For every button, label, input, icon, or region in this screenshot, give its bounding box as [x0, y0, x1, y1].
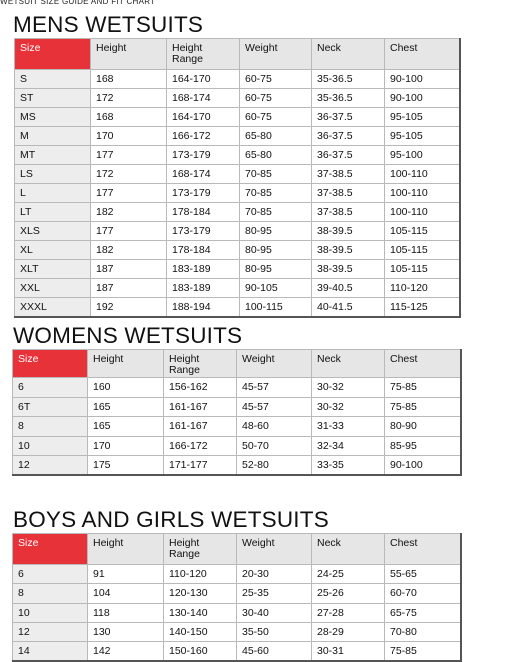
cell-size: 10 [13, 603, 88, 622]
table-row [13, 397, 461, 417]
cell-height: 192 [91, 298, 167, 317]
table-row [15, 146, 460, 165]
cell-neck: 37-38.5 [312, 184, 385, 203]
cell-weight: 45-57 [237, 397, 312, 417]
header-neck: Neck [312, 534, 385, 565]
cell-size: MS [15, 108, 91, 127]
cell-height: 175 [88, 456, 164, 476]
cell-height: 182 [91, 203, 167, 222]
header-size: Size [13, 350, 88, 378]
table-header-row [13, 350, 461, 378]
cell-height: 172 [91, 89, 167, 108]
cell-height: 187 [91, 260, 167, 279]
cell-chest: 85-95 [385, 436, 461, 456]
cell-chest: 80-90 [385, 417, 461, 437]
cell-size: LS [15, 165, 91, 184]
table-row [15, 70, 460, 89]
cell-weight: 70-85 [240, 203, 312, 222]
table-row [15, 127, 460, 146]
cell-height-range: 164-170 [167, 70, 240, 89]
cell-size: 8 [13, 417, 88, 437]
cell-height: 160 [88, 378, 164, 398]
cell-weight: 25-35 [237, 584, 312, 603]
cell-height: 130 [88, 622, 164, 641]
table-row [13, 603, 461, 622]
table-header-row [15, 39, 460, 70]
cell-size: 6 [13, 378, 88, 398]
header-size: Size [13, 534, 88, 565]
table-row [13, 436, 461, 456]
cell-height: 91 [88, 565, 164, 584]
cell-chest: 75-85 [385, 397, 461, 417]
header-chest: Chest [385, 534, 461, 565]
cell-height: 182 [91, 241, 167, 260]
header-neck: Neck [312, 350, 385, 378]
cell-neck: 30-32 [312, 378, 385, 398]
cell-size: 6T [13, 397, 88, 417]
cell-neck: 38-39.5 [312, 222, 385, 241]
cell-size: L [15, 184, 91, 203]
cell-chest: 75-85 [385, 642, 461, 661]
cell-weight: 45-60 [237, 642, 312, 661]
table-row [13, 417, 461, 437]
cell-height-range: 161-167 [164, 397, 237, 417]
cell-size: LT [15, 203, 91, 222]
cell-weight: 45-57 [237, 378, 312, 398]
cell-weight: 90-105 [240, 279, 312, 298]
cell-size: M [15, 127, 91, 146]
cell-height-range: 178-184 [167, 203, 240, 222]
header-height: Height [88, 534, 164, 565]
cell-neck: 36-37.5 [312, 146, 385, 165]
cell-chest: 70-80 [385, 622, 461, 641]
table-row [15, 108, 460, 127]
cell-chest: 110-120 [385, 279, 460, 298]
cell-neck: 35-36.5 [312, 70, 385, 89]
kids-size-table [12, 533, 462, 662]
header-height: Height [91, 39, 167, 70]
table-row [13, 584, 461, 603]
cell-size: 12 [13, 622, 88, 641]
page-caption: WETSUIT SIZE GUIDE AND FIT CHART [0, 0, 156, 6]
cell-weight: 20-30 [237, 565, 312, 584]
table-row [15, 279, 460, 298]
cell-height-range: 140-150 [164, 622, 237, 641]
cell-neck: 24-25 [312, 565, 385, 584]
header-height-range-label: Height Range [169, 353, 200, 376]
cell-height: 118 [88, 603, 164, 622]
cell-neck: 27-28 [312, 603, 385, 622]
cell-neck: 28-29 [312, 622, 385, 641]
cell-chest: 75-85 [385, 378, 461, 398]
table-row [15, 184, 460, 203]
cell-weight: 100-115 [240, 298, 312, 317]
cell-height-range: 166-172 [164, 436, 237, 456]
header-chest: Chest [385, 350, 461, 378]
cell-height-range: 130-140 [164, 603, 237, 622]
cell-weight: 35-50 [237, 622, 312, 641]
table-row [13, 622, 461, 641]
cell-weight: 30-40 [237, 603, 312, 622]
cell-height-range: 171-177 [164, 456, 237, 476]
cell-height-range: 150-160 [164, 642, 237, 661]
cell-neck: 30-31 [312, 642, 385, 661]
cell-neck: 39-40.5 [312, 279, 385, 298]
cell-weight: 70-85 [240, 184, 312, 203]
cell-height-range: 110-120 [164, 565, 237, 584]
cell-height-range: 173-179 [167, 184, 240, 203]
cell-size: S [15, 70, 91, 89]
header-height-range-label: Height Range [169, 537, 200, 560]
cell-height: 168 [91, 70, 167, 89]
header-size: Size [15, 39, 91, 70]
cell-neck: 25-26 [312, 584, 385, 603]
cell-neck: 33-35 [312, 456, 385, 476]
cell-height-range: 168-174 [167, 165, 240, 184]
cell-chest: 95-100 [385, 146, 460, 165]
womens-section-title: WOMENS WETSUITS [13, 323, 243, 348]
cell-chest: 100-110 [385, 165, 460, 184]
cell-chest: 90-100 [385, 89, 460, 108]
cell-height-range: 173-179 [167, 146, 240, 165]
cell-height-range: 161-167 [164, 417, 237, 437]
table-row [15, 241, 460, 260]
cell-chest: 105-115 [385, 260, 460, 279]
cell-height-range: 188-194 [167, 298, 240, 317]
cell-height-range: 120-130 [164, 584, 237, 603]
cell-neck: 38-39.5 [312, 241, 385, 260]
cell-neck: 32-34 [312, 436, 385, 456]
cell-neck: 30-32 [312, 397, 385, 417]
cell-height: 177 [91, 146, 167, 165]
cell-chest: 90-100 [385, 456, 461, 476]
header-height-range [164, 534, 237, 565]
cell-chest: 65-75 [385, 603, 461, 622]
cell-weight: 52-80 [237, 456, 312, 476]
header-height-range-label: Height Range [172, 42, 203, 65]
table-row [13, 456, 461, 476]
cell-size: XL [15, 241, 91, 260]
cell-weight: 60-75 [240, 70, 312, 89]
cell-chest: 100-110 [385, 184, 460, 203]
cell-chest: 105-115 [385, 241, 460, 260]
cell-height-range: 173-179 [167, 222, 240, 241]
cell-height-range: 178-184 [167, 241, 240, 260]
cell-chest: 90-100 [385, 70, 460, 89]
mens-size-table [14, 38, 461, 318]
cell-weight: 80-95 [240, 222, 312, 241]
womens-size-table [12, 349, 462, 476]
cell-height: 168 [91, 108, 167, 127]
header-height: Height [88, 350, 164, 378]
cell-size: MT [15, 146, 91, 165]
cell-neck: 40-41.5 [312, 298, 385, 317]
cell-height: 172 [91, 165, 167, 184]
header-neck: Neck [312, 39, 385, 70]
cell-chest: 105-115 [385, 222, 460, 241]
cell-height: 177 [91, 184, 167, 203]
table-row [15, 298, 460, 317]
cell-neck: 31-33 [312, 417, 385, 437]
table-row [15, 203, 460, 222]
cell-height: 170 [91, 127, 167, 146]
cell-neck: 35-36.5 [312, 89, 385, 108]
cell-size: 8 [13, 584, 88, 603]
header-height-range [164, 350, 237, 378]
cell-height-range: 183-189 [167, 260, 240, 279]
cell-height: 177 [91, 222, 167, 241]
cell-weight: 80-95 [240, 260, 312, 279]
cell-chest: 115-125 [385, 298, 460, 317]
cell-size: XLT [15, 260, 91, 279]
cell-size: ST [15, 89, 91, 108]
cell-chest: 55-65 [385, 565, 461, 584]
cell-size: XXL [15, 279, 91, 298]
table-row [15, 89, 460, 108]
cell-height-range: 164-170 [167, 108, 240, 127]
cell-neck: 37-38.5 [312, 165, 385, 184]
mens-section-title: MENS WETSUITS [13, 12, 204, 37]
cell-height: 187 [91, 279, 167, 298]
cell-weight: 65-80 [240, 127, 312, 146]
cell-weight: 50-70 [237, 436, 312, 456]
cell-chest: 95-105 [385, 108, 460, 127]
table-header-row [13, 534, 461, 565]
table-row [15, 222, 460, 241]
cell-weight: 60-75 [240, 108, 312, 127]
header-chest: Chest [385, 39, 460, 70]
cell-size: 6 [13, 565, 88, 584]
kids-section-title: BOYS AND GIRLS WETSUITS [13, 507, 329, 532]
table-row [15, 165, 460, 184]
header-weight: Weight [237, 534, 312, 565]
cell-height: 104 [88, 584, 164, 603]
cell-size: 12 [13, 456, 88, 476]
cell-height-range: 168-174 [167, 89, 240, 108]
cell-chest: 95-105 [385, 127, 460, 146]
cell-height: 170 [88, 436, 164, 456]
cell-height-range: 156-162 [164, 378, 237, 398]
cell-chest: 100-110 [385, 203, 460, 222]
cell-neck: 36-37.5 [312, 108, 385, 127]
cell-weight: 48-60 [237, 417, 312, 437]
cell-neck: 37-38.5 [312, 203, 385, 222]
table-row [13, 642, 461, 661]
table-row [13, 565, 461, 584]
header-height-range [167, 39, 240, 70]
cell-size: XXXL [15, 298, 91, 317]
cell-size: 14 [13, 642, 88, 661]
cell-height: 165 [88, 397, 164, 417]
cell-height: 142 [88, 642, 164, 661]
cell-height-range: 166-172 [167, 127, 240, 146]
cell-chest: 60-70 [385, 584, 461, 603]
cell-neck: 38-39.5 [312, 260, 385, 279]
cell-weight: 65-80 [240, 146, 312, 165]
cell-size: XLS [15, 222, 91, 241]
table-row [13, 378, 461, 398]
table-row [15, 260, 460, 279]
cell-weight: 80-95 [240, 241, 312, 260]
header-weight: Weight [237, 350, 312, 378]
cell-height-range: 183-189 [167, 279, 240, 298]
cell-size: 10 [13, 436, 88, 456]
cell-neck: 36-37.5 [312, 127, 385, 146]
cell-weight: 70-85 [240, 165, 312, 184]
header-weight: Weight [240, 39, 312, 70]
cell-weight: 60-75 [240, 89, 312, 108]
cell-height: 165 [88, 417, 164, 437]
